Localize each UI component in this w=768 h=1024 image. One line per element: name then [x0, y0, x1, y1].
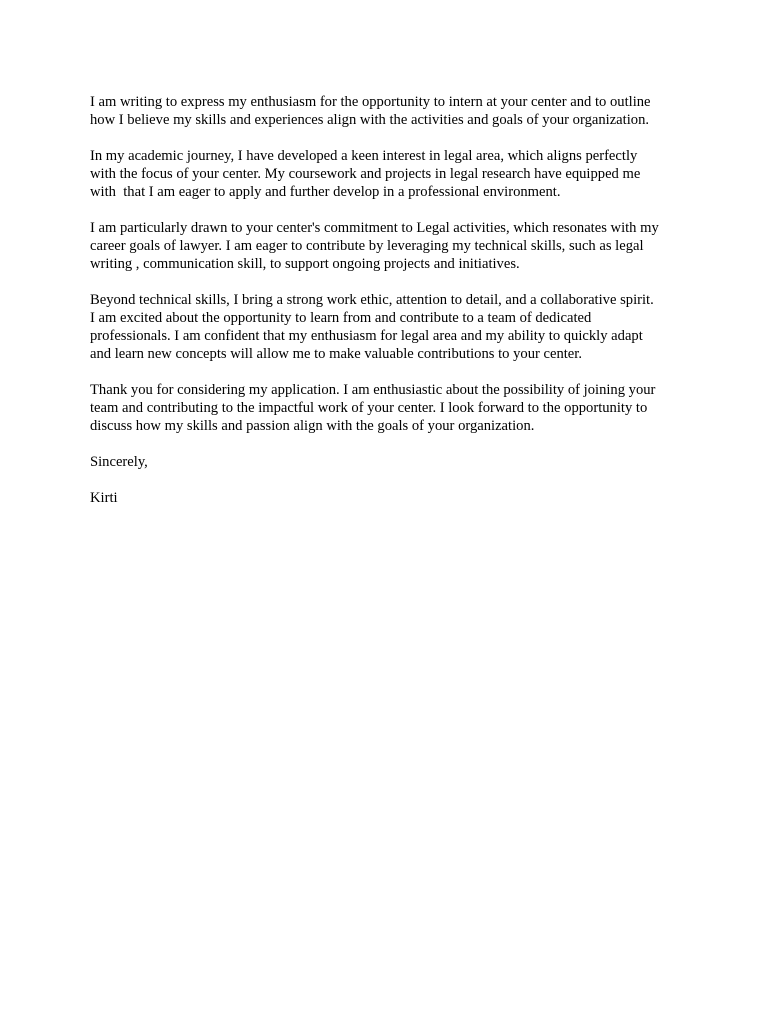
paragraph-line: team and contributing to the impactful work of your center. I look forward to the opportunity to: [90, 400, 648, 416]
letter-closing: [90, 453, 690, 471]
paragraph-line: professionals. I am confident that my enthusiasm for legal area and my ability to quickly adapt: [90, 328, 643, 344]
paragraph-line: I am particularly drawn to your center's commitment to Legal activities, which resonates with my: [90, 220, 659, 236]
paragraph-interest: [90, 219, 690, 273]
paragraph-line: Beyond technical skills, I bring a strong work ethic, attention to detail, and a collaborative spirit.: [90, 292, 654, 308]
paragraph-line: In my academic journey, I have developed a keen interest in legal area, which aligns perfectly: [90, 148, 638, 164]
paragraph-line: Thank you for considering my application. I am enthusiastic about the possibility of joining your: [90, 382, 656, 398]
paragraph-line: writing , communication skill, to support ongoing projects and initiatives.: [90, 256, 520, 272]
paragraph-line: I am writing to express my enthusiasm for the opportunity to intern at your center and to outline: [90, 94, 651, 110]
paragraph-skills: [90, 291, 690, 363]
letter-body: [90, 93, 690, 525]
paragraph-academic: [90, 147, 690, 201]
closing-text: Sincerely,: [90, 454, 148, 470]
paragraph-line: how I believe my skills and experiences align with the activities and goals of your organization.: [90, 112, 650, 128]
paragraph-line: and learn new concepts will allow me to make valuable contributions to your center.: [90, 346, 582, 362]
paragraph-line: with the focus of your center. My coursework and projects in legal research have equipped me: [90, 166, 641, 182]
paragraph-line: I am excited about the opportunity to learn from and contribute to a team of dedicated: [90, 310, 592, 326]
paragraph-line: with that I am eager to apply and further develop in a professional environment.: [90, 184, 561, 200]
paragraph-line: discuss how my skills and passion align with the goals of your organization.: [90, 418, 535, 434]
signature-name: Kirti: [90, 490, 118, 506]
letter-signature: [90, 489, 690, 507]
paragraph-thanks: [90, 381, 690, 435]
paragraph-intro: [90, 93, 690, 129]
paragraph-line: career goals of lawyer. I am eager to contribute by leveraging my technical skills, such as legal: [90, 238, 644, 254]
